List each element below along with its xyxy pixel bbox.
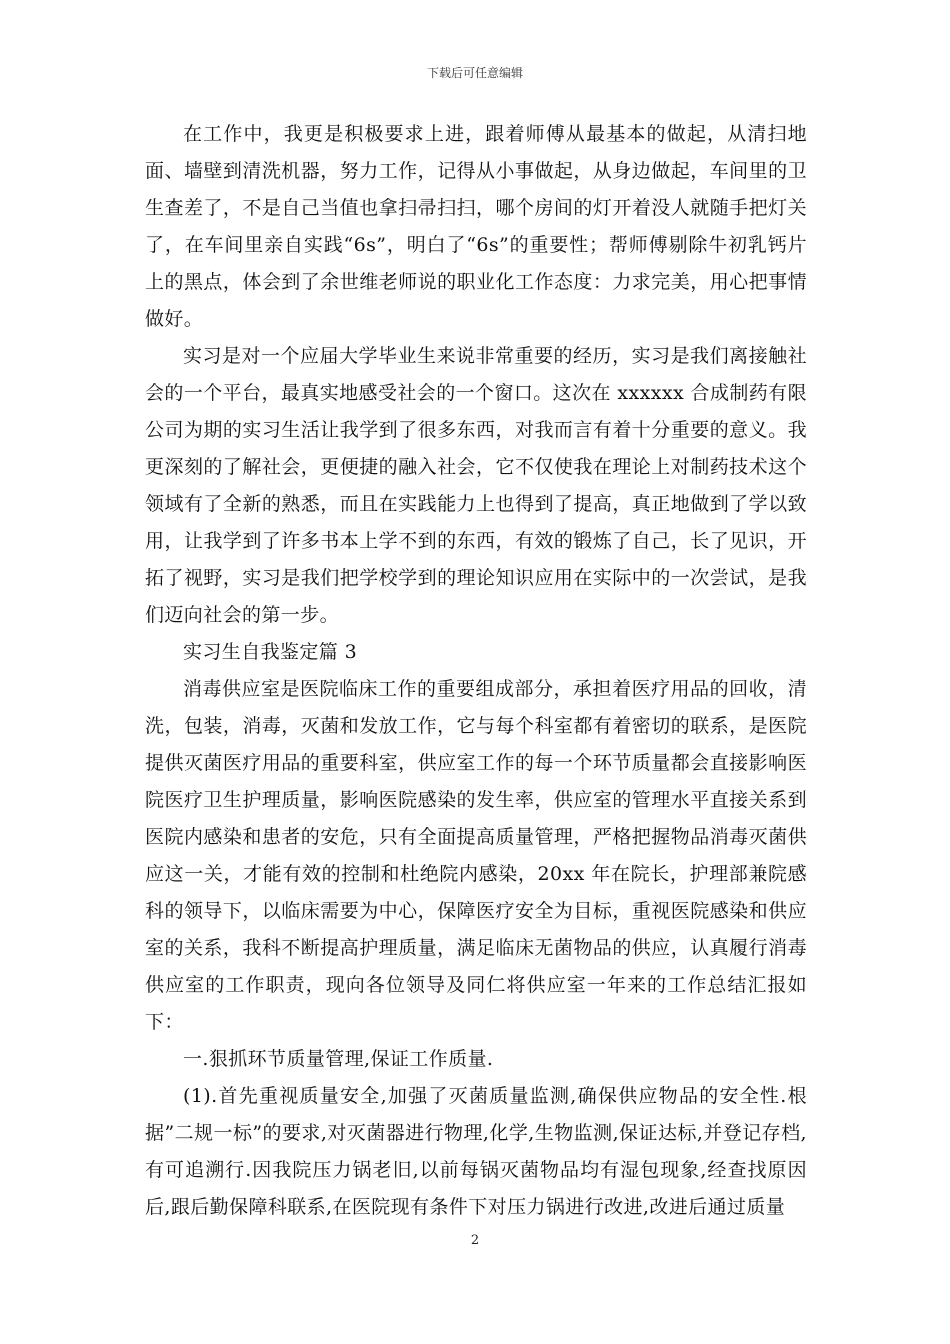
subheading: 一.狠抓环节质量管理,保证工作质量.	[183, 1048, 494, 1070]
paragraph: 在工作中，我更是积极要求上进，跟着师傅从最基本的做起，从清扫地面、墙壁到清洗机器，努力工作，记得从小事做起，从身边做起，车间里的卫生查差了，不是自己当值也拿扫帚扫扫，哪个房间的灯开着没人就随手把灯关了，在车间里亲自实践“6s”，明白了“6s”的重要性；帮师傅剔除牛初乳钙片上的黑点，体会到了余世维老师说的职业化工作态度：力求完美，用心把事情做好。	[145, 123, 807, 330]
page-number: 2	[470, 1233, 480, 1248]
document-body	[145, 116, 807, 1226]
paragraph: 消毒供应室是医院临床工作的重要组成部分，承担着医疗用品的回收，清洗，包装，消毒，灭菌和发放工作，它与每个科室都有着密切的联系，是医院提供灭菌医疗用品的重要科室，供应室工作的每一个环节质量都会直接影响医院医疗卫生护理质量，影响医院感染的发生率，供应室的管理水平直接关系到医院内感染和患者的安危，只有全面提高质量管理，严格把握物品消毒灭菌供应这一关，才能有效的控制和杜绝院内感染，20xx 年在院长，护理部兼院感科的领导下，以临床需要为中心，保障医疗安全为目标，重视医院感染和供应室的关系，我科不断提高护理质量，满足临床无菌物品的供应，认真履行消毒供应室的工作职责，现向各位领导及同仁将供应室一年来的工作总结汇报如下：	[145, 678, 807, 1033]
page-header: 下载后可任意编辑	[426, 66, 523, 80]
paragraph: 实习是对一个应届大学毕业生来说非常重要的经历，实习是我们离接触社会的一个平台，最真实地感受社会的一个窗口。这次在 xxxxxx 合成制药有限公司为期的实习生活让我学到了很多东西，对我而言有着十分重要的意义。我更深刻的了解社会，更便捷的融入社会，它不仅使我在理论上对制药技术这个领域有了全新的熟悉，而且在实践能力上也得到了提高，真正地做到了学以致用，让我学到了许多书本上学不到的东西，有效的锻炼了自己，长了见识，开拓了视野，实习是我们把学校学到的理论知识应用在实际中的一次尝试，是我们迈向社会的第一步。	[145, 345, 807, 626]
paragraph: (1).首先重视质量安全,加强了灭菌质量监测,确保供应物品的安全性.根据”二规一标”的要求,对灭菌器进行物理,化学,生物监测,保证达标,并登记存档,有可追溯行.因我院压力锅老旧,以前每锅灭菌物品均有湿包现象,经查找原因后,跟后勤保障科联系,在医院现有条件下对压力锅进行改进,改进后通过质量	[145, 1085, 807, 1218]
section-heading: 实习生自我鉴定篇 3	[183, 641, 358, 663]
